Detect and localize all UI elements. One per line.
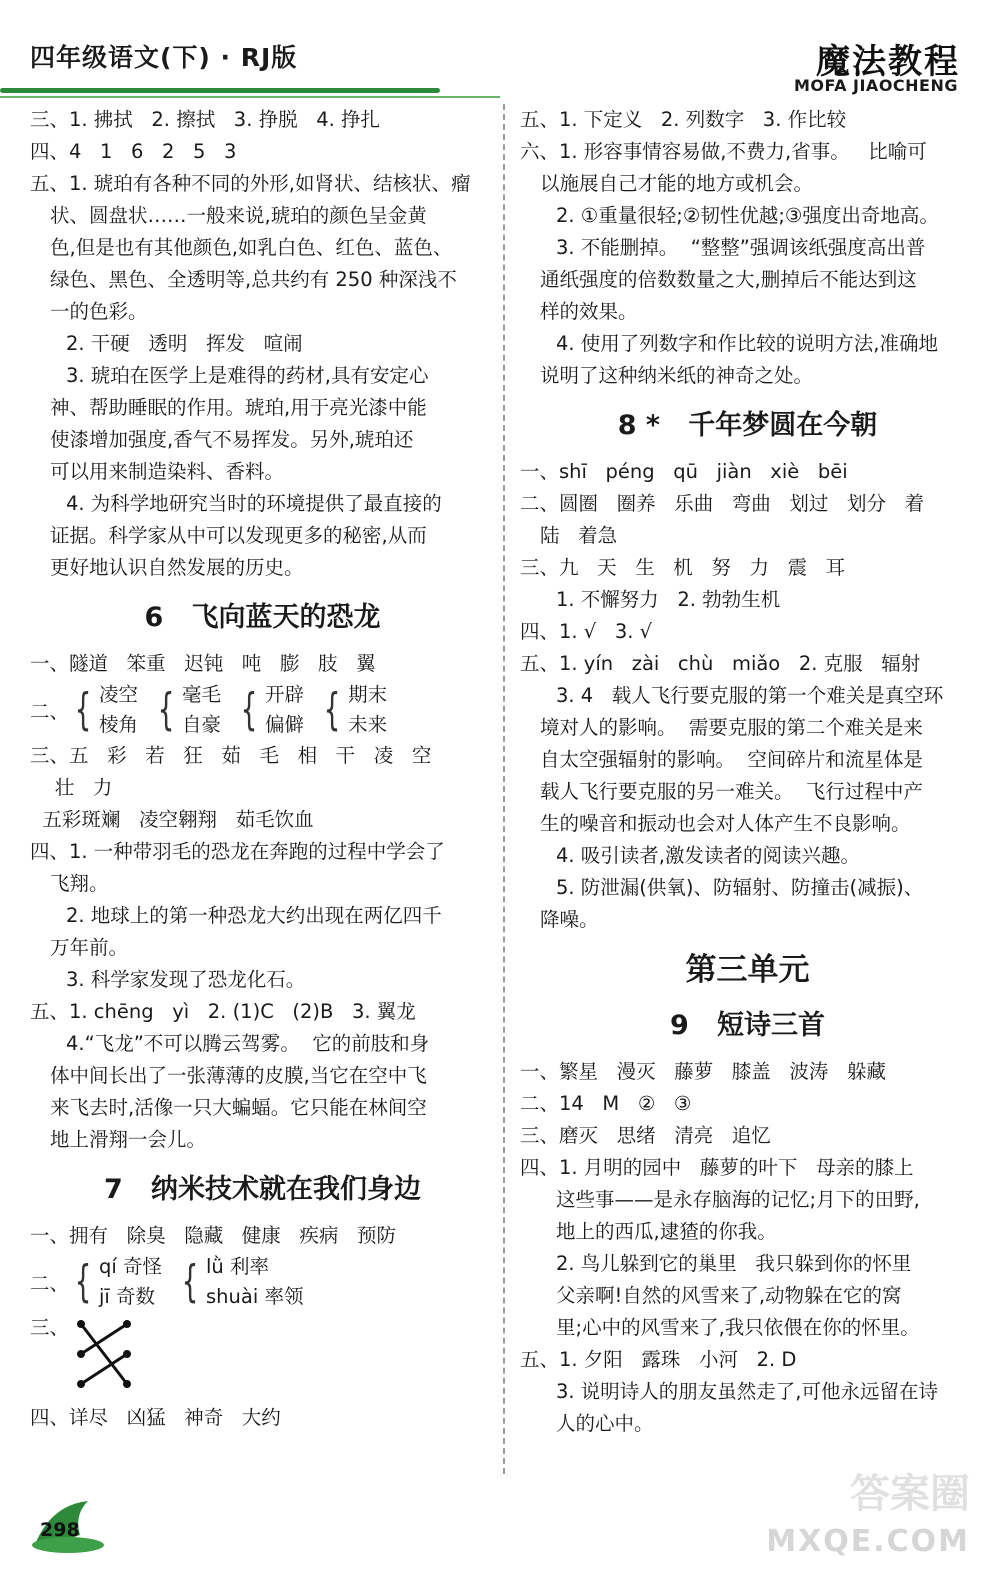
answer-line: 载人飞行要克服的另一难关。 飞行过程中产 (540, 780, 923, 803)
brace-icon: { (181, 1256, 199, 1307)
answer-line: 五、1. 夕阳 露珠 小河 2. D (520, 1348, 797, 1371)
answer-line: 里;心中的风雪来了,我只依偎在你的怀里。 (556, 1316, 920, 1339)
answer-line: 3. 科学家发现了恐龙化石。 (66, 968, 306, 991)
watermark-logo: 答案圈 (850, 1471, 970, 1517)
answer-line: 更好地认识自然发展的历史。 (50, 556, 304, 579)
answer-line: 2. 干硬 透明 挥发 喧闹 (66, 332, 303, 355)
answer-line: 四、详尽 凶猛 神奇 大约 (30, 1406, 281, 1429)
header-rule (0, 88, 440, 93)
answer-line: 状、圆盘状……一般来说,琥珀的颜色呈金黄 (50, 204, 427, 227)
brace-icon: { (240, 684, 258, 735)
answer-line: 五彩斑斓 凌空翱翔 茹毛饮血 (30, 808, 314, 831)
brace-item: 偏僻 (265, 713, 305, 736)
answer-line: 万年前。 (50, 936, 129, 959)
brace-pair (69, 1252, 162, 1312)
answer-line: 陆 着急 (540, 524, 618, 547)
answer-line: 二、圆圈 圈养 乐曲 弯曲 划过 划分 着 (520, 492, 925, 515)
answer-line: 降噪。 (540, 908, 599, 931)
answer-line: 2. ①重量很轻;②韧性优越;③强度出奇地高。 (556, 204, 939, 227)
answer-line: 4. 使用了列数字和作比较的说明方法,准确地 (556, 332, 939, 355)
brace-item: lǜ 利率 (206, 1255, 269, 1278)
section-heading: 6 飞向蓝天的恐龙 (144, 602, 381, 633)
answer-line: 色,但是也有其他颜色,如乳白色、红色、蓝色、 (50, 236, 453, 259)
answer-line: 生的噪音和振动也会对人体产生不良影响。 (540, 812, 911, 835)
answer-line: 神、帮助睡眠的作用。琥珀,用于亮光漆中能 (50, 396, 427, 419)
answer-line: 1. 不懈努力 2. 勃勃生机 (556, 588, 781, 611)
answer-line: 3. 琥珀在医学上是难得的药材,具有安定心 (66, 364, 429, 387)
answer-line: 四、1. 月明的园中 藤萝的叶下 母亲的膝上 (520, 1156, 914, 1179)
answer-line: 三、1. 拂拭 2. 擦拭 3. 挣脱 4. 挣扎 (30, 108, 381, 131)
brace-item: 自豪 (182, 713, 222, 736)
answer-line: 4. 为科学地研究当时的环境提供了最直接的 (66, 492, 442, 515)
answer-line: 3. 4 载人飞行要克服的第一个难关是真空环 (556, 684, 944, 707)
answer-line: 三、九 天 生 机 努 力 震 耳 (520, 556, 846, 579)
right-column (520, 104, 975, 1440)
page-number: 298 (40, 1519, 80, 1541)
answer-line: 壮 力 (30, 776, 113, 799)
answer-line: 四、1. 一种带羽毛的恐龙在奔跑的过程中学会了 (30, 840, 445, 863)
brand-logo: 魔法教程 (816, 42, 960, 82)
answer-line: 说明了这种纳米纸的神奇之处。 (540, 364, 814, 387)
brace-icon: { (323, 684, 341, 735)
book-title: 四年级语文(下) · RJ版 (30, 43, 298, 72)
answer-line: 五、1. 琥珀有各种不同的外形,如肾状、结核状、瘤 (30, 172, 471, 195)
brace-item: 未来 (348, 713, 388, 736)
answer-line: 三、磨灭 思绪 清亮 追忆 (520, 1124, 771, 1147)
answer-line: 自太空强辐射的影响。 空间碎片和流星体是 (540, 748, 923, 771)
answer-line: 3. 说明诗人的朋友虽然走了,可他永远留在诗 (556, 1380, 939, 1403)
brace-pair (318, 680, 387, 740)
matching-cross-diagram (69, 1312, 139, 1396)
answer-label: 三、 (30, 1316, 70, 1339)
brace-item: 凌空 (99, 683, 139, 706)
brace-item: jī 奇数 (99, 1285, 156, 1308)
answer-line: 二、14 M ② ③ (520, 1092, 692, 1115)
answer-line: 样的效果。 (540, 300, 638, 323)
answer-line: 地上的西瓜,逮猹的你我。 (556, 1220, 777, 1243)
answer-line: 父亲啊!自然的风雪来了,动物躲在它的窝 (556, 1284, 902, 1307)
answer-line: 绿色、黑色、全透明等,总共约有 250 种深浅不 (50, 268, 457, 291)
answer-label: 二、 (30, 700, 70, 723)
brace-answer-group (30, 1252, 495, 1312)
answer-line: 这些事——是永存脑海的记忆;月下的田野, (556, 1188, 920, 1211)
answer-line: 4. 吸引读者,激发读者的阅读兴趣。 (556, 844, 861, 867)
section-heading: 7 纳米技术就在我们身边 (104, 1174, 421, 1205)
answer-line: 2. 鸟儿躲到它的巢里 我只躲到你的怀里 (556, 1252, 912, 1275)
page-header (0, 0, 1000, 100)
brace-pair (152, 680, 221, 740)
answer-line: 使漆增加强度,香气不易挥发。另外,琥珀还 (50, 428, 414, 451)
answer-line: 六、1. 形容事情容易做,不费力,省事。 比喻可 (520, 140, 927, 163)
brace-item: qí 奇怪 (99, 1255, 163, 1278)
answer-line: 五、1. chēng yì 2. (1)C (2)B 3. 翼龙 (30, 1000, 416, 1023)
answer-line: 2. 地球上的第一种恐龙大约出现在两亿四千 (66, 904, 442, 927)
answer-line: 飞翔。 (50, 872, 109, 895)
column-divider (503, 104, 505, 1474)
answer-line: 来飞去时,活像一只大蝙蝠。它只能在林间空 (50, 1096, 427, 1119)
answer-line: 四、1. √ 3. √ (520, 620, 653, 643)
answer-line: 一、隧道 笨重 迟钝 吨 膨 肢 翼 (30, 652, 376, 675)
brace-item: shuài 率领 (206, 1285, 304, 1308)
answer-line: 境对人的影响。 需要克服的第二个难关是来 (540, 716, 923, 739)
brace-icon: { (74, 1256, 92, 1307)
answer-line: 三、五 彩 若 狂 茹 毛 相 干 凌 空 (30, 744, 432, 767)
answer-line: 以施展自己才能的地方或机会。 (540, 172, 814, 195)
brace-item: 毫毛 (182, 683, 222, 706)
section-heading: 8 * 千年梦圆在今朝 (617, 410, 878, 441)
answer-line: 4.“飞龙”不可以腾云驾雾。 它的前肢和身 (66, 1032, 430, 1055)
answer-line: 一的色彩。 (50, 300, 148, 323)
answer-line: 五、1. 下定义 2. 列数字 3. 作比较 (520, 108, 847, 131)
answer-line: 人的心中。 (556, 1412, 654, 1435)
brand-subtitle: MOFA JIAOCHENG (793, 76, 958, 95)
left-column (30, 104, 495, 1434)
brace-pair (69, 680, 138, 740)
answer-line: 通纸强度的倍数数量之大,删掉后不能达到这 (540, 268, 917, 291)
answer-line: 一、繁星 漫灭 藤萝 膝盖 波涛 躲藏 (520, 1060, 886, 1083)
watermark-url: MXQE.COM (766, 1524, 970, 1559)
brace-icon: { (157, 684, 175, 735)
answer-line: 证据。科学家从中可以发现更多的秘密,从而 (50, 524, 427, 547)
brace-item: 开辟 (265, 683, 305, 706)
answer-line: 体中间长出了一张薄薄的皮膜,当它在空中飞 (50, 1064, 427, 1087)
section-heading: 9 短诗三首 (670, 1010, 825, 1041)
answer-line: 四、4 1 6 2 5 3 (30, 140, 237, 163)
answer-line: 可以用来制造染料、香料。 (50, 460, 285, 483)
answer-line: 地上滑翔一会儿。 (50, 1128, 207, 1151)
matching-answer (30, 1312, 495, 1402)
brace-icon: { (74, 684, 92, 735)
brace-pair (176, 1252, 303, 1312)
header-rule-thin (0, 96, 500, 98)
answer-line: 5. 防泄漏(供氧)、防辐射、防撞击(减振)、 (556, 876, 924, 899)
brace-item: 期末 (348, 683, 388, 706)
brace-answer-group (30, 680, 495, 740)
answer-line: 一、拥有 除臭 隐藏 健康 疾病 预防 (30, 1224, 396, 1247)
answer-line: 3. 不能删掉。 “整整”强调该纸强度高出普 (556, 236, 926, 259)
answer-label: 二、 (30, 1272, 70, 1295)
brace-pair (235, 680, 304, 740)
brace-item: 棱角 (99, 713, 139, 736)
unit-heading: 第三单元 (685, 952, 810, 988)
answer-line: 一、shī péng qū jiàn xiè bēi (520, 460, 848, 483)
answer-line: 五、1. yín zài chù miǎo 2. 克服 辐射 (520, 652, 921, 675)
